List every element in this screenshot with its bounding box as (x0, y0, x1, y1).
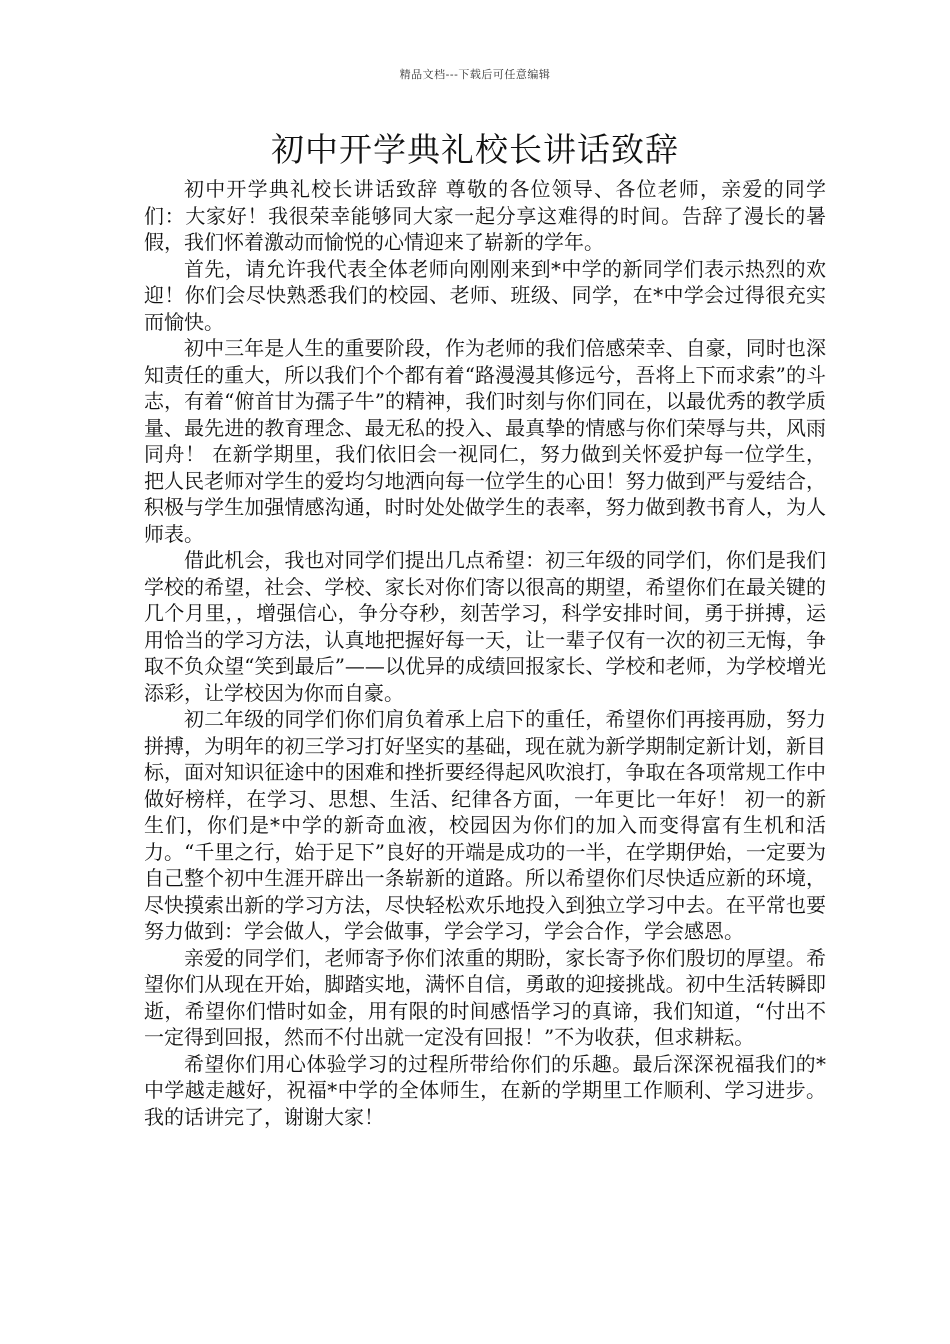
paragraph: 借此机会，我也对同学们提出几点希望：初三年级的同学们，你们是我们学校的希望，社会、学校、家长对你们寄以很高的期望，希望你们在最关键的几个月里，，增强信心，争分夺秒，刻苦学习，科学安排时间，勇于拼搏，运用恰当的学习方法，认真地把握好每一天，让一辈子仅有一次的初三无悔，争取不负众望“笑到最后”——以优异的成绩回报家长、学校和老师，为学校增光添彩，让学校因为你而自豪。 (144, 548, 826, 705)
header-note: 精品文档---下载后可任意编辑 (399, 68, 551, 81)
paragraph: 首先，请允许我代表全体老师向刚刚来到*中学的新同学们表示热烈的欢迎！你们会尽快熟悉我们的校园、老师、班级、同学，在*中学会过得很充实而愉快。 (144, 256, 826, 334)
paragraph: 初二年级的同学们你们肩负着承上启下的重任，希望你们再接再励，努力拼搏，为明年的初三学习打好坚实的基础，现在就为新学期制定新计划，新目标，面对知识征途中的困难和挫折要经得起风吹浪打，争取在各项常规工作中做好榜样，在学习、思想、生活、纪律各方面，一年更比一年好！ 初一的新生们，你们是*中学的新奇血液，校园因为你们的加入而变得富有生机和活力。“千里之行，始于足下”良好的开端是成功的一半，在学期伊始，一定要为自己整个初中生涯开辟出一条崭新的道路。所以希望你们尽快适应新的环境，尽快摸索出新的学习方法，尽快轻松欢乐地投入到独立学习中去。在平常也要努力做到：学会做人，学会做事，学会学习，学会合作，学会感恩。 (144, 707, 826, 943)
document-title: 初中开学典礼校长讲话致辞 (271, 130, 679, 169)
paragraph: 初中三年是人生的重要阶段，作为老师的我们倍感荣幸、自豪，同时也深知责任的重大，所以我们个个都有着“路漫漫其修远兮，吾将上下而求索”的斗志，有着“俯首甘为孺子牛”的精神，我们时刻与你们同在，以最优秀的教学质量、最先进的教育理念、最无私的投入、最真挚的情感与你们荣辱与共，风雨同舟！ 在新学期里，我们依旧会一视同仁，努力做到关怀爱护每一位学生，把人民老师对学生的爱均匀地洒向每一位学生的心田！努力做到严与爱结合，积极与学生加强情感沟通，时时处处做学生的表率，努力做到教书育人，为人师表。 (144, 336, 826, 546)
paragraph: 亲爱的同学们，老师寄予你们浓重的期盼，家长寄予你们殷切的厚望。希望你们从现在开始，脚踏实地，满怀自信，勇敢的迎接挑战。初中生活转瞬即逝，希望你们惜时如金，用有限的时间感悟学习的真谛，我们知道，“付出不一定得到回报，然而不付出就一定没有回报！”不为收获，但求耕耘。 (144, 945, 826, 1049)
document-body (144, 176, 826, 1130)
paragraph: 初中开学典礼校长讲话致辞 尊敬的各位领导、各位老师，亲爱的同学们：大家好！我很荣幸能够同大家一起分享这难得的时间。告辞了漫长的暑假，我们怀着激动而愉悦的心情迎来了崭新的学年。 (144, 177, 826, 254)
paragraph: 希望你们用心体验学习的过程所带给你们的乐趣。最后深深祝福我们的*中学越走越好，祝福*中学的全体师生，在新的学期里工作顺利、学习进步。我的话讲完了，谢谢大家！ (144, 1051, 826, 1129)
